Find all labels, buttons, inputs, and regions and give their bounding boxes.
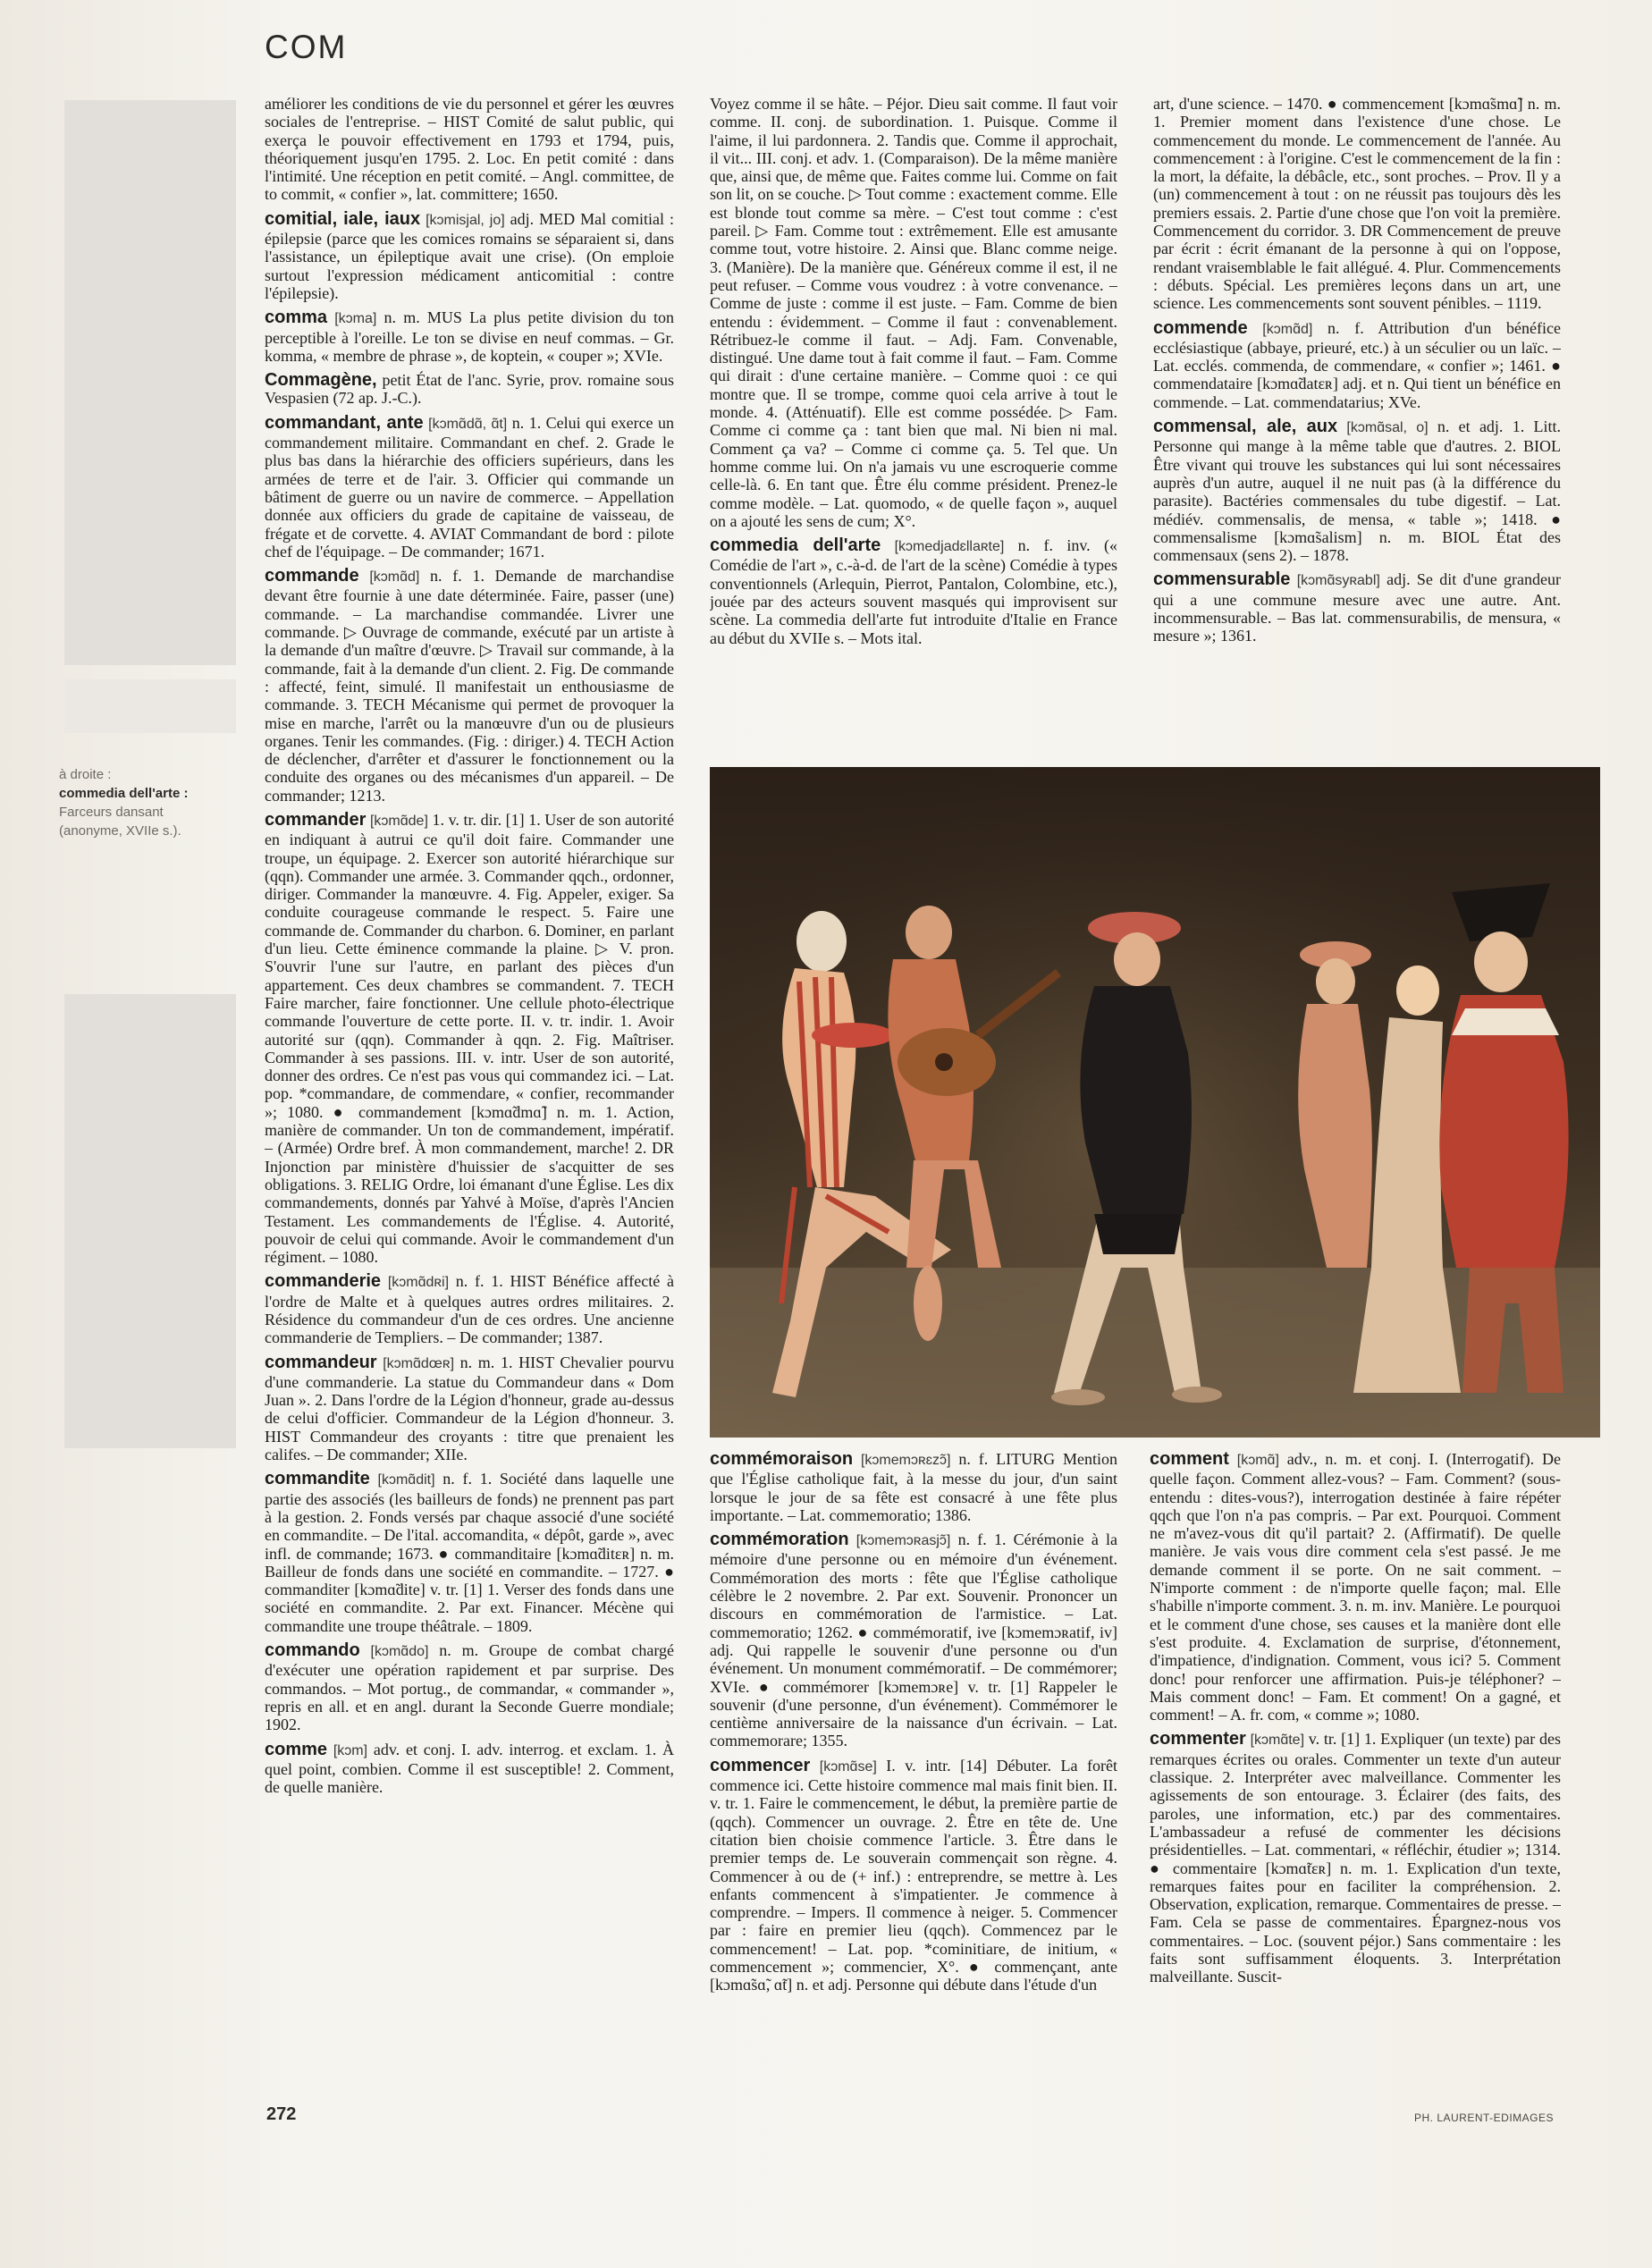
entry-commedia: [710, 536, 1117, 647]
pronunciation: [kɔmɑ̃dœʀ]: [383, 1355, 455, 1371]
definition: n. f. 1. Demande de marchandise devant être fournie à une date déterminée. Faire, passer (une) commande. – La marchandise commandée. Livrer une commande. ▷ Ouvrage de commande, exécuté par un artiste à la demande d'un maître d'œuvre. ▷ Travail sur commande, à la commande, fait à la demande d'un client. 2. Fig. De commande : affecté, feint, simulé. Il manifestait un enthousiasme de commande. 3. TECH Mécanisme qui permet de provoquer la mise en marche, l'arrêt ou la manœuvre d'un ou de plusieurs organes. Tenir les commandes. (Fig. : diriger.) 4. TECH Action de déclencher, d'arrêter et d'assurer le fonctionnement ou la conduite des organes ou des mécanismes d'un appareil. – De commander; 1213.: [265, 567, 674, 805]
definition: petit État de l'anc. Syrie, prov. romaine sous Vespasien (72 ap. J.-C.).: [265, 371, 674, 408]
pronunciation: [kɔmɑ̃d]: [369, 569, 420, 586]
pronunciation: [kɔmedjadɛllaʀte]: [894, 539, 1005, 555]
entry-commemoration: [710, 1530, 1117, 1750]
definition: 1. v. tr. dir. [1] 1. User de son autorité en indiquant à autrui ce qu'il doit faire. Commander une troupe, un équipage. 2. Exercer son autorité hiérarchique sur (qqn). Commander une armée. 3. Commander qqch., ordonner, diriger. Commander la manœuvre. 4. Fig. Appeler, exiger. Sa conduite courageuse commande le respect. 5. Faire une commande de. Commander du charbon. 6. Dominer, en parlant d'un lieu. Cette éminence commande la plaine. ▷ V. pron. S'ouvrir l'une sur l'autre, en parlant des pièces d'un appartement. Ces deux chambres se commandent. 7. TECH Faire marcher, faire fonctionner. Une cellule photo-électrique commande l'ouverture de cette porte. II. v. tr. indir. 1. Avoir autorité sur (qqn). Commander à qqn. 2. Fig. Maîtriser. Commander à ses passions. III. v. intr. User de son autorité, donner des ordres. Ce n'est pas vous qui commandez ici. – Lat. pop. *commandare, de commendare, « confier, recommander »; 1080. ● commandement [kɔmɑ̃dmɑ̃] n. m. 1. Action, manière de commander. Un ton de commandement, impératif. – (Armée) Ordre bref. À mon commandement, marche! 2. DR Injonction par ministère d'huissier de s'acquitter de ses obligations. 3. RELIG Ordre, loi émanant d'une Église. Les dix commandements, donnés par Yahvé à Moïse, d'après l'Ancien Testament. Les commandements de l'Église. 4. Autorité, pouvoir de celui qui commande. Avoir le commandement d'un régiment. – 1080.: [265, 810, 674, 1267]
definition: adj. MED Mal comitial : épilepsie (parce que les comices romains se séparaient si, dans l'assistance, un épileptique avait une crise). (On emploie surtout l'expression médicament anticomitial : contre l'épilepsie).: [265, 209, 674, 302]
entry-comment: [1150, 1450, 1561, 1724]
headword: commémoration: [710, 1530, 849, 1550]
headword: Commagène,: [265, 370, 377, 391]
running-head: COM: [265, 29, 348, 65]
headword: commande: [265, 566, 359, 586]
headword: commémoraison: [710, 1450, 854, 1469]
pronunciation: [kɔma]: [334, 311, 377, 327]
entry-commandite: [265, 1470, 674, 1635]
pronunciation: [kɔmɑ̃dʀi]: [387, 1275, 450, 1291]
definition: v. tr. [1] 1. Expliquer (un texte) par des remarques écrites ou orales. Commenter un texte d'un auteur classique. 2. Interpréter avec malveillance. Commenter les agissements de son entourage. 3. Éclairer (des faits, des paroles, une information, etc.) par des commentaires. L'ambassadeur a refusé de commenter les décisions présidentielles. – Lat. commentari, « réfléchir, étudier »; 1314. ● commentaire [kɔmɑ̃tɛʀ] n. m. 1. Explication d'un texte, remarques faites pour en faciliter la compréhension. 2. Observation, explication, remarque. Commentaires de presse. – Fam. Cela se passe de commentaires. Épargnez-nous vos commentaires. – Loc. (souvent péjor.) Sans commentaire : les faits sont suffisamment éloquents. 3. Interprétation malveillante. Suscit-: [1150, 1730, 1561, 1986]
caption-title: commedia dell'arte :: [59, 786, 189, 801]
pronunciation: [kɔm]: [333, 1742, 368, 1758]
commedia-painting: [710, 767, 1600, 1438]
pronunciation: [kɔmɑ̃do]: [370, 1644, 429, 1660]
entry-commanderie: [265, 1272, 674, 1346]
entry-continuation: améliorer les conditions de vie du personnel et gérer les œuvres sociales de l'entreprise. – HIST Comité de salut public, qui exerça le pouvoir effectivement en 1793 et 1794, puis, théoriquement jusqu'en 1795. 2. Loc. En petit comité : dans l'intimité. Une réception en petit comité. – Angl. committee, de to commit, « confier », lat. committere; 1650.: [265, 95, 674, 204]
column-1: [265, 95, 674, 2083]
headword: comma: [265, 308, 328, 328]
definition: n. 1. Celui qui exerce un commandement militaire. Commandant en chef. 2. Grade le plus bas dans la hiérarchie des officiers supérieurs, dans les armées de terre et de l'air. 3. Officier qui commande un bâtiment de guerre ou un navire de commerce. – Appellation donnée aux officiers du grade de capitaine de vaisseau, de frégate et de corvette. 4. AVIAT Commandant de bord : pilote chef de l'équipage. – De commander; 1671.: [265, 413, 674, 561]
photo-credit: PH. LAURENT-EDIMAGES: [1414, 2112, 1555, 2124]
entry-commande: [265, 567, 674, 805]
pronunciation: [kɔmɑ̃se]: [819, 1758, 877, 1775]
entry-comitial: [265, 210, 674, 302]
headword: commensurable: [1153, 569, 1291, 590]
pronunciation: [kɔmisjal, jo]: [426, 212, 505, 228]
headword: commander: [265, 809, 367, 830]
pronunciation: [kɔmɑ̃d]: [1262, 321, 1313, 337]
column-4: [710, 1450, 1117, 2085]
pronunciation: [kɔmemɔʀasjɔ̃]: [856, 1533, 951, 1549]
headword: commandeur: [265, 1352, 377, 1372]
definition: n. m. Groupe de combat chargé d'exécuter une opération rapidement et par surprise. Des commandos. – Mot portug., de commandar, « commander », repris en all. et en angl. durant la Seconde Guerre mondiale; 1902.: [265, 1641, 674, 1734]
definition: n. m. MUS La plus petite division du ton perceptible à l'oreille. Le ton se divise en neuf commas. – Gr. komma, « membre de phrase », de koptein, « couper »; XVIe.: [265, 308, 674, 365]
headword: commensal, ale, aux: [1153, 417, 1338, 437]
pronunciation: [kɔmɑ̃syʀabl]: [1296, 573, 1380, 589]
entry-commandeur: [265, 1353, 674, 1464]
entry-commende: [1153, 319, 1561, 411]
headword: comment: [1150, 1450, 1229, 1469]
entry-commenter: [1150, 1730, 1561, 1986]
definition: n. f. 1. Cérémonie à la mémoire d'une personne ou en mémoire d'un événement. Commémoration des morts : fête que l'Église catholique célèbre le 2 novembre. 2. Par ext. Souvenir. Prononcer un discours en commémoration de l'armistice. – Lat. commemoratio; 1262. ● commémoratif, ive [kɔmemɔʀatif, iv] adj. Qui rappelle le souvenir d'une personne ou d'un événement. Un monument commémoratif. – De commémorer; XVIe. ● commémorer [kɔmemɔʀe] v. tr. [1] Rappeler le souvenir (d'une personne, d'un événement). Commémorer le centième anniversaire de la naissance d'un écrivain. – Lat. commemorare; 1355.: [710, 1530, 1117, 1750]
headword: comitial, iale, iaux: [265, 208, 421, 229]
definition: n. f. Attribution d'un bénéfice ecclésiastique (abbaye, prieuré, etc.) à un séculier ou un laïc. – Lat. ecclés. commenda, de commendare, « confier »; 1461. ● commendataire [kɔmɑ̃datɛʀ] adj. et n. Qui tient un bénéfice en commende. – Lat. commendatarius; XVe.: [1153, 318, 1561, 411]
entry-commander: [265, 811, 674, 1266]
definition: n. f. inv. (« Comédie de l'art », c.-à-d. de l'art de la scène) Comédie à types conventionnels (Arlequin, Pierrot, Pantalon, Colombine, etc.), jouée par des acteurs souvent masqués qui improvisent sur scène. La commedia dell'arte fut introduite d'Italie en France au début du XVIIe s. – Mots ital.: [710, 536, 1117, 647]
headword: commenter: [1150, 1729, 1246, 1749]
headword: commandite: [265, 1469, 370, 1489]
entry-commando: [265, 1641, 674, 1733]
entry-commandant: [265, 414, 674, 561]
definition: n. f. 1. Société dans laquelle une partie des associés (les bailleurs de fonds) ne prennent pas part à la gestion. 2. Fonds versés par chaque associé d'une société en commandite. – De l'ital. accomandita, « dépôt, garde », avec infl. de commande; 1673. ● commanditaire [kɔmɑ̃ditɛʀ] n. m. Bailleur de fonds dans une société en commandite. – 1727. ● commanditer [kɔmɑ̃dite] v. tr. [1] 1. Verser des fonds dans une société en commandite. 2. Par ext. Financer. Mécène qui commandite une troupe théâtrale. – 1809.: [265, 1470, 674, 1635]
caption-subject: Farceurs dansant: [59, 805, 164, 820]
entry-commagene: [265, 371, 674, 408]
left-margin-illustration: [64, 100, 236, 665]
definition: n. f. LITURG Mention que l'Église catholique fait, à la messe du jour, d'un saint lorsque le jour de sa fête est consacré à une fête plus importante. – Lat. commemoratio; 1386.: [710, 1450, 1117, 1524]
headword: commedia dell'arte: [710, 535, 881, 556]
pronunciation: [kɔmɑ̃dɑ̃, ɑ̃t]: [428, 416, 508, 432]
headword: commanderie: [265, 1271, 382, 1292]
pronunciation: [kɔmɑ̃de]: [369, 813, 428, 829]
headword: commencer: [710, 1755, 811, 1775]
pronunciation: [kɔmɑ̃dit]: [377, 1472, 435, 1488]
headword: commende: [1153, 317, 1248, 338]
column-5: [1150, 1450, 1561, 2085]
left-margin-illustration-lower: [64, 994, 236, 1448]
definition: adv. et conj. I. adv. interrog. et exclam. 1. À quel point, combien. Comme il est susceptible! 2. Comment, de quelle manière.: [265, 1740, 674, 1797]
pronunciation: [kɔmɑ̃te]: [1250, 1733, 1305, 1749]
page-number: 272: [266, 2104, 297, 2124]
headword: commandant, ante: [265, 412, 424, 433]
entry-commensal: [1153, 417, 1561, 564]
entry-commemoraison: [710, 1450, 1117, 1524]
definition: I. v. intr. [14] Débuter. La forêt commence ici. Cette histoire commence mal mais finit bien. II. v. tr. 1. Faire le commencement, le début, la première partie de (qqch). Commencer un ouvrage. 2. Être en tête de. Une citation bien choisie commence l'article. 3. Être dans le premier temps de. Le souverain commençait son règne. 4. Commencer à ou de (+ inf.) : entreprendre, se mettre à. Les enfants commencent à s'impatienter. Je commence à comprendre. – Impers. Il commence à neiger. 5. Commencer par : faire en premier lieu (qqch). Commencez par le commencement! – Lat. pop. *cominitiare, de initium, « commencement »; commencier, X°. ● commençant, ante [kɔmɑ̃sɑ̃, ɑ̃t] n. et adj. Personne qui débute dans l'étude d'un: [710, 1756, 1117, 1994]
entry-continuation: art, d'une science. – 1470. ● commencement [kɔmɑ̃smɑ̃] n. m. 1. Premier moment dans l'existence d'une chose. Le commencement du monde. Le commencement de l'année. Au commencement : à l'origine. C'est le commencement de la fin : la mort, la défaite, la débâcle, etc., sont proches. – Prov. Il y a (un) commencement à tout : on ne réussit pas toujours dès les premiers essais. 2. Partie d'une chose que l'on voit la première. Commencement du corridor. 3. DR Commencement de preuve par écrit : écrit émanant de la personne à qui on l'oppose, rendant vraisemblable le fait allégué. 4. Plur. Commencements : débuts. Spécial. Les premières leçons dans un art, une science. Les commencements sont souvent pénibles. – 1119.: [1153, 95, 1561, 313]
caption-direction: à droite :: [59, 767, 112, 782]
headword: commando: [265, 1640, 360, 1661]
column-2: [710, 95, 1117, 746]
entry-comme: [265, 1741, 674, 1797]
column-3: [1153, 95, 1561, 755]
pronunciation: [kɔmɑ̃sal, o]: [1346, 420, 1429, 436]
definition: adv., n. m. et conj. I. (Interrogatif). De quelle façon. Comment allez-vous? – Fam. Comment? (sous-entendu : dites-vous?), interrogation destinée à faire répéter qqch que l'on n'a pas compris. – Par ext. Pourquoi. Comment ne m'avez-vous dit qu'il partait? 2. (Affirmatif). De quelle manière. Je vais vous dire comment cela s'est passé. Je me demande comment il se porte. On ne sait comment. – N'importe comment : de n'importe quelle façon; mal. Elle s'habille n'importe comment. 3. n. m. inv. Manière. Le pourquoi et le comment d'une chose, ses causes et la manière dont elle s'est produite. 4. Exclamation de surprise, d'étonnement, d'impatience, d'indignation. Comment, vous ici? 5. Comment donc! pour renforcer une affirmation. Puis-je téléphoner? – Mais comment donc! – Fam. Et comment! On a gagné, et comment! – A. fr. com, « comme »; 1080.: [1150, 1450, 1561, 1724]
entry-comma: [265, 308, 674, 365]
definition: adj. Se dit d'une grandeur qui a une commune mesure avec une autre. Ant. incommensurable. – Bas lat. commensurabilis, de mensura, « mesure »; 1361.: [1153, 570, 1561, 645]
pronunciation: [kɔmemɔʀɛzɔ̃]: [860, 1453, 951, 1468]
caption-date: (anonyme, XVIIe s.).: [59, 823, 181, 839]
definition: n. m. 1. HIST Chevalier pourvu d'une commanderie. La statue du Commandeur dans « Dom Juan ». 2. Dans l'ordre de la Légion d'honneur, grade au-dessus de celui d'officier. Commandeur de la Légion d'honneur. 3. HIST Commandeur des croyants : titre que prenaient les califes. – De commander; XIIe.: [265, 1353, 674, 1464]
headword: comme: [265, 1739, 328, 1759]
painting-artwork: [710, 767, 1600, 1438]
entry-continuation: Voyez comme il se hâte. – Péjor. Dieu sait comme. Il faut voir comme. II. conj. de subordination. 1. Puisque. Comme il l'aime, il lui pardonnera. 2. Tandis que. Comme il approchait, il vit... III. conj. et adv. 1. (Comparaison). De la même manière que, ainsi que, de même que. Faites comme lui. Comme on fait son lit, on se couche. ▷ Tout comme : exactement comme. Elle est blonde tout comme sa mère. – C'est tout comme : c'est pareil. ▷ Fam. Comme tout : extrêmement. Elle est amusante comme tout, votre histoire. 2. Ainsi que. Blanc comme neige. 3. (Manière). De la manière que. Généreux comme il est, il ne peut refuser. – Comme vous voudrez : à votre convenance. – Comme de juste : comme il est juste. – Fam. Comme de bien entendu : évidemment. – Comme il faut : convenablement. Rétribuez-le comme il faut. – Adj. Fam. Convenable, distingué. Une dame tout à fait comme il faut. – Fam. Comme qui dirait : d'une certaine manière. – Comme quoi : ce qui montre que. Il se trompe, comme quoi cela arrive à tout le monde. 4. (Atténuatif). Elle est comme possédée. ▷ Fam. Comme ci comme ça : tant bien que mal. Ni bien ni mal. Comment ça va? – Comme ci comme ça. 5. Tel que. Un homme comme lui. On n'a jamais vu une escroquerie comme celle-là. 6. En tant que. Être élu comme président. Prenez-le comme modèle. – Lat. quomodo, « de quelle façon », auquel on a ajouté les sens de cum; X°.: [710, 95, 1117, 530]
definition: n. et adj. 1. Litt. Personne qui mange à la même table que d'autres. 2. BIOL Être vivant qui trouve les substances qui lui sont nécessaires auprès d'un autre, auquel il ne nuit pas (à la différence du parasite). Bactéries commensales du tube digestif. – Lat. médiév. commensalis, de mensa, « table »; 1418. ● commensalisme [kɔmɑ̃salism] n. m. BIOL État des commensaux (sens 2). – 1878.: [1153, 417, 1561, 565]
entry-commencer: [710, 1757, 1117, 1994]
definition: n. f. 1. HIST Bénéfice affecté à l'ordre de Malte et à quelques autres ordres militaires. 2. Résidence du commandeur d'un de ces ordres. Une ancienne commanderie de Templiers. – De commander; 1387.: [265, 1272, 674, 1347]
entry-commensurable: [1153, 570, 1561, 645]
pronunciation: [kɔmɑ̃]: [1236, 1453, 1279, 1468]
left-margin-caption-block: [64, 679, 236, 733]
image-caption: [59, 765, 256, 840]
